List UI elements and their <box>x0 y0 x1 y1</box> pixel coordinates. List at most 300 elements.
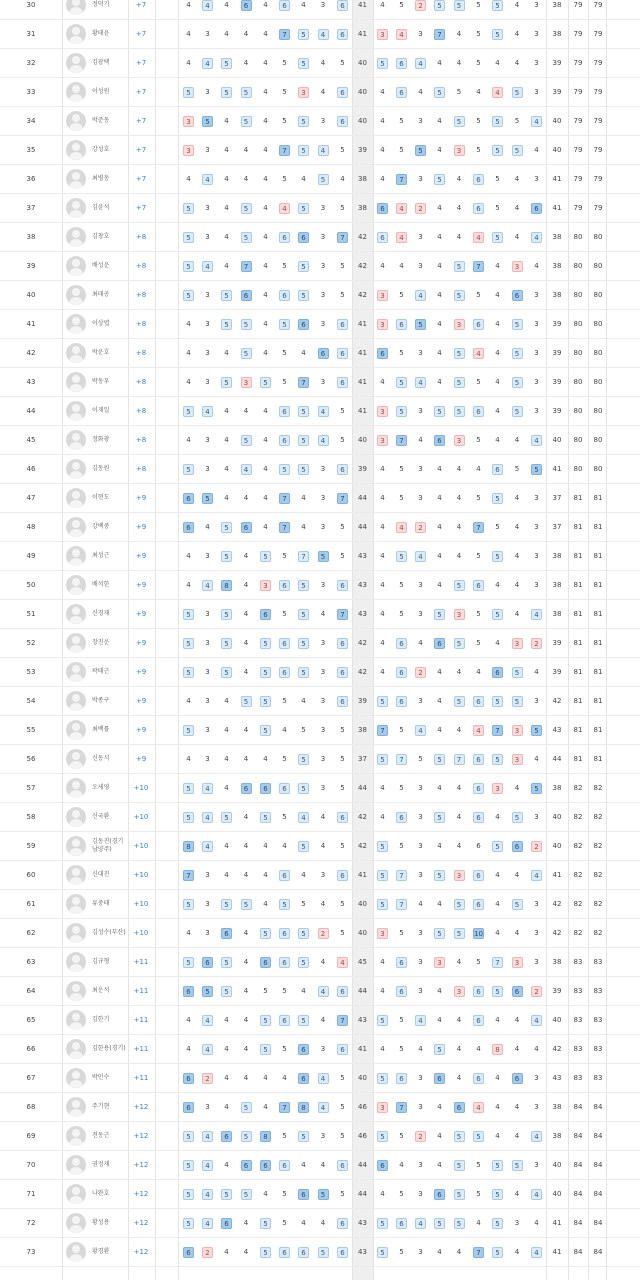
hole-score-badge: 6 <box>337 116 348 127</box>
hole-score-cell: 5 <box>340 842 345 850</box>
hole-score-cell <box>449 281 469 309</box>
avatar-icon <box>66 807 86 827</box>
hole-score-badge: 4 <box>202 1015 213 1026</box>
in-total-cell: 40 <box>552 1016 562 1024</box>
hole-score-badge: 5 <box>183 1218 194 1229</box>
hole-score-cell <box>373 1122 392 1150</box>
hole-score-badge: 5 <box>221 638 232 649</box>
player-name[interactable]: 곽태근 <box>92 668 110 675</box>
hole-score-cell: 4 <box>301 494 306 502</box>
hole-score-badge: 4 <box>202 1189 213 1200</box>
table-row[interactable] <box>0 513 640 542</box>
hole-score-cell <box>469 1064 488 1092</box>
final-score-cell: 84 <box>593 1248 603 1256</box>
table-row[interactable] <box>0 1035 640 1064</box>
table-row[interactable] <box>0 1151 640 1180</box>
player-name[interactable]: 권정재 <box>92 1161 110 1168</box>
in-total-cell: 42 <box>552 1045 562 1053</box>
hole-score-badge: 10 <box>474 929 483 938</box>
table-row[interactable] <box>0 107 640 136</box>
hole-score-cell: 4 <box>456 1016 462 1024</box>
hole-score-cell: 4 <box>243 494 249 502</box>
hole-score-badge: 6 <box>473 870 484 881</box>
out-total-cell: 41 <box>358 1 367 9</box>
hole-score-cell <box>198 1035 217 1063</box>
hole-score-badge: 5 <box>221 899 232 910</box>
total-strokes-cell: 81 <box>573 494 583 502</box>
total-strokes-cell: 79 <box>573 59 583 67</box>
player-name[interactable]: 박준동 <box>92 117 110 124</box>
hole-score-cell: 4 <box>495 378 500 386</box>
player-name[interactable]: 신대진 <box>92 871 110 878</box>
player-name[interactable]: 최성근 <box>92 552 110 559</box>
hole-score-badge: 6 <box>512 841 523 852</box>
table-row[interactable] <box>0 281 640 310</box>
hole-score-cell <box>179 948 198 976</box>
avatar-icon <box>66 198 86 218</box>
player-name[interactable]: 정화광 <box>92 436 110 443</box>
table-row[interactable] <box>0 1064 640 1093</box>
hole-score-badge: 5 <box>298 29 309 40</box>
avatar-icon <box>66 1242 86 1262</box>
avatar-icon <box>66 836 86 856</box>
hole-score-badge: 5 <box>531 464 542 475</box>
player-name[interactable]: 신국환 <box>92 813 110 820</box>
hole-score-cell: 3 <box>534 407 539 415</box>
hole-score-cell: 5 <box>340 1103 345 1111</box>
hole-score-badge: 5 <box>531 725 542 736</box>
hole-score-badge: 2 <box>415 0 426 11</box>
hole-score-cell: 4 <box>263 494 268 502</box>
player-name[interactable]: 김한용(경기) <box>92 1045 126 1052</box>
hole-score-badge: 5 <box>454 928 465 939</box>
hole-score-cell <box>256 658 275 686</box>
player-name[interactable]: 최운석 <box>92 987 110 994</box>
table-row[interactable] <box>0 194 640 223</box>
rank-cell: 72 <box>26 1219 36 1227</box>
hole-score-cell: 4 <box>514 494 520 502</box>
table-row[interactable] <box>0 426 640 455</box>
table-row[interactable] <box>0 1180 640 1209</box>
table-row[interactable] <box>0 252 640 281</box>
in-total-cell: 40 <box>552 1190 562 1198</box>
hole-score-cell: 4 <box>243 668 249 676</box>
table-row[interactable] <box>0 948 640 977</box>
table-row[interactable] <box>0 687 640 716</box>
rank-cell: 69 <box>26 1132 36 1140</box>
hole-score-cell: 4 <box>437 842 442 850</box>
hole-score-cell <box>430 0 449 19</box>
table-row[interactable] <box>0 890 640 919</box>
player-name[interactable]: 오세영 <box>92 784 110 791</box>
total-strokes-cell: 80 <box>573 378 583 386</box>
hole-score-badge: 4 <box>202 812 213 823</box>
hole-score-cell: 5 <box>399 349 404 357</box>
hole-score-cell <box>507 658 527 686</box>
hole-score-cell <box>469 165 488 193</box>
hole-score-cell: 5 <box>282 610 287 618</box>
hole-score-cell <box>294 658 313 686</box>
hole-score-cell <box>236 252 256 280</box>
hole-score-cell: 3 <box>320 262 326 270</box>
hole-score-badge: 3 <box>454 986 465 997</box>
player-name[interactable]: 최태공 <box>92 291 110 298</box>
hole-score-cell: 4 <box>437 523 442 531</box>
table-row[interactable] <box>0 774 640 803</box>
score-to-par: +10 <box>133 784 149 792</box>
hole-score-cell: 3 <box>205 465 210 473</box>
table-row[interactable] <box>0 803 640 832</box>
hole-score-cell: 4 <box>514 1 520 9</box>
hole-score-cell <box>236 513 256 541</box>
player-name[interactable]: 최병동 <box>92 175 110 182</box>
player-name[interactable]: 황경환 <box>92 1248 110 1255</box>
hole-score-cell <box>179 803 198 831</box>
hole-score-badge: 5 <box>454 290 465 301</box>
hole-score-cell: 4 <box>224 1 229 9</box>
hole-score-cell: 3 <box>418 871 423 879</box>
hole-score-cell <box>488 1035 507 1063</box>
table-row[interactable] <box>0 1238 640 1267</box>
table-row[interactable] <box>0 339 640 368</box>
score-to-par: +7 <box>135 88 147 96</box>
hole-score-cell: 5 <box>340 1132 345 1140</box>
out-total-cell: 39 <box>358 465 367 473</box>
player-name[interactable]: 김한기 <box>92 1016 110 1023</box>
table-row[interactable] <box>0 832 640 861</box>
table-row[interactable] <box>0 629 640 658</box>
table-row[interactable] <box>0 223 640 252</box>
hole-score-badge: 7 <box>396 870 407 881</box>
rank-cell: 60 <box>26 871 36 879</box>
player-name[interactable]: 이현도 <box>92 494 110 501</box>
player-name[interactable]: 정덕기 <box>92 1 110 8</box>
hole-score-cell: 4 <box>476 465 481 473</box>
hole-score-cell: 4 <box>418 639 423 647</box>
hole-score-cell <box>507 629 527 657</box>
avatar-icon <box>66 981 86 1001</box>
hole-score-cell <box>430 1035 449 1063</box>
final-score-cell: 84 <box>593 1161 603 1169</box>
hole-score-cell <box>430 1064 449 1092</box>
hole-score-cell <box>527 861 546 889</box>
total-strokes-cell: 81 <box>573 581 583 589</box>
avatar-icon <box>66 314 86 334</box>
player-name[interactable]: 박민수 <box>92 1074 110 1081</box>
in-total-cell: 38 <box>552 784 562 792</box>
hole-score-cell <box>217 919 236 947</box>
hole-score-cell <box>373 20 392 48</box>
hole-score-badge: 5 <box>221 667 232 678</box>
hole-score-badge: 5 <box>492 145 503 156</box>
in-total-cell: 43 <box>552 1074 562 1082</box>
hole-score-cell <box>313 977 333 1005</box>
player-name[interactable]: 김윤석 <box>92 204 110 211</box>
hole-score-cell: 3 <box>320 1045 326 1053</box>
hole-score-cell: 5 <box>301 726 306 734</box>
table-row[interactable] <box>0 397 640 426</box>
hole-score-cell <box>449 397 469 425</box>
total-strokes-cell: 80 <box>573 436 583 444</box>
hole-score-badge: 6 <box>241 1160 252 1171</box>
table-row[interactable] <box>0 20 640 49</box>
table-row[interactable] <box>0 1122 640 1151</box>
table-row[interactable] <box>0 977 640 1006</box>
hole-score-cell: 4 <box>301 697 306 705</box>
player-name[interactable]: 황태윤 <box>92 30 110 37</box>
hole-score-cell <box>275 861 294 889</box>
hole-score-badge: 6 <box>434 1073 445 1084</box>
final-score-cell: 80 <box>593 233 603 241</box>
hole-score-cell <box>179 1093 198 1121</box>
player-name[interactable]: 김동원 <box>92 465 110 472</box>
total-strokes-cell: 81 <box>573 726 583 734</box>
hole-score-badge: 6 <box>337 667 348 678</box>
hole-score-cell <box>507 1151 527 1179</box>
hole-score-cell: 4 <box>243 1045 249 1053</box>
table-row[interactable] <box>0 310 640 339</box>
score-to-par: +9 <box>135 581 147 589</box>
player-name[interactable]: 이상엽 <box>92 320 110 327</box>
hole-score-cell <box>275 571 294 599</box>
hole-score-cell <box>488 1209 507 1237</box>
hole-score-cell <box>217 1209 236 1237</box>
table-row[interactable] <box>0 1093 640 1122</box>
hole-score-cell <box>333 339 352 367</box>
avatar-icon <box>66 691 86 711</box>
player-name[interactable]: 배석한 <box>92 581 110 588</box>
final-score-cell: 81 <box>593 523 603 531</box>
hole-score-badge: 4 <box>202 1131 213 1142</box>
hole-score-badge: 5 <box>454 261 465 272</box>
player-name[interactable]: 김광택 <box>92 59 110 66</box>
hole-score-cell: 4 <box>340 175 345 183</box>
hole-score-badge: 5 <box>434 174 445 185</box>
hole-score-cell <box>256 571 275 599</box>
hole-score-cell: 4 <box>263 233 268 241</box>
hole-score-cell <box>411 281 430 309</box>
player-name[interactable]: 이성원 <box>92 88 110 95</box>
hole-score-cell: 4 <box>224 494 229 502</box>
table-row[interactable] <box>0 745 640 774</box>
player-name[interactable]: 장진운 <box>92 639 110 646</box>
hole-score-cell <box>179 716 198 744</box>
hole-score-badge: 6 <box>377 232 388 243</box>
hole-score-cell: 4 <box>263 465 268 473</box>
hole-score-cell: 4 <box>224 1016 229 1024</box>
out-total-cell: 41 <box>358 349 367 357</box>
hole-score-cell <box>236 1180 256 1208</box>
avatar-icon <box>66 401 86 421</box>
hole-score-badge: 6 <box>337 1218 348 1229</box>
rank-cell: 34 <box>26 117 36 125</box>
player-name[interactable]: 박운호 <box>92 349 110 356</box>
avatar-icon <box>66 140 86 160</box>
hole-score-cell <box>430 600 449 628</box>
hole-score-cell <box>179 658 198 686</box>
table-row[interactable] <box>0 136 640 165</box>
table-row[interactable] <box>0 1006 640 1035</box>
hole-score-cell: 4 <box>495 262 500 270</box>
hole-score-cell: 4 <box>380 784 385 792</box>
hole-score-cell: 3 <box>205 1103 210 1111</box>
player-name[interactable]: 박종구 <box>92 697 110 704</box>
table-row[interactable] <box>0 165 640 194</box>
hole-score-cell <box>294 107 313 135</box>
hole-score-cell <box>527 426 546 454</box>
total-strokes-cell: 82 <box>573 784 583 792</box>
player-name[interactable]: 신경재 <box>92 610 110 617</box>
player-name[interactable]: 주기현 <box>92 1103 110 1110</box>
hole-score-cell: 4 <box>224 784 229 792</box>
hole-score-badge: 6 <box>473 899 484 910</box>
hole-score-badge: 5 <box>454 348 465 359</box>
table-row[interactable] <box>0 484 640 513</box>
table-row[interactable] <box>0 919 640 948</box>
hole-score-cell: 4 <box>437 900 442 908</box>
table-row[interactable] <box>0 0 640 20</box>
player-name[interactable]: 김성수(부산) <box>92 929 126 936</box>
hole-score-cell: 5 <box>282 1132 287 1140</box>
hole-score-cell: 4 <box>495 639 500 647</box>
player-name[interactable]: 나완호 <box>92 1190 110 1197</box>
hole-score-cell <box>217 977 236 1005</box>
hole-score-cell: 4 <box>380 1190 385 1198</box>
hole-score-badge: 8 <box>260 1131 271 1142</box>
player-name[interactable]: 이재일 <box>92 407 110 414</box>
hole-score-cell: 3 <box>205 552 210 560</box>
hole-score-badge: 4 <box>318 1102 329 1113</box>
hole-score-cell: 5 <box>476 1 481 9</box>
player-name[interactable]: 최백률 <box>92 726 110 733</box>
hole-score-cell: 5 <box>476 146 481 154</box>
hole-score-cell: 4 <box>224 117 229 125</box>
hole-score-badge: 5 <box>454 1218 465 1229</box>
total-strokes-cell: 80 <box>573 349 583 357</box>
hole-score-cell <box>236 455 256 483</box>
hole-score-cell <box>217 513 236 541</box>
hole-score-cell: 4 <box>456 813 462 821</box>
avatar-icon <box>66 952 86 972</box>
hole-score-cell <box>198 571 217 599</box>
player-name[interactable]: 배성운 <box>92 262 110 269</box>
hole-score-cell: 4 <box>456 842 462 850</box>
hole-score-badge: 6 <box>473 812 484 823</box>
total-strokes-cell: 79 <box>573 88 583 96</box>
hole-score-badge: 4 <box>531 1189 542 1200</box>
hole-score-cell <box>469 339 488 367</box>
hole-score-cell <box>449 0 469 19</box>
rank-cell: 44 <box>26 407 36 415</box>
score-to-par: +12 <box>133 1161 149 1169</box>
hole-score-badge: 5 <box>377 58 388 69</box>
hole-score-badge: 7 <box>337 1015 348 1026</box>
hole-score-badge: 5 <box>241 348 252 359</box>
table-row[interactable] <box>0 455 640 484</box>
hole-score-cell: 4 <box>186 378 191 386</box>
hole-score-badge: 3 <box>454 870 465 881</box>
score-to-par: +9 <box>135 697 147 705</box>
hole-score-badge: 4 <box>318 986 329 997</box>
hole-score-badge: 6 <box>279 0 290 11</box>
hole-score-badge: 6 <box>298 1189 309 1200</box>
player-name[interactable]: 강백중 <box>92 523 110 530</box>
table-row[interactable] <box>0 600 640 629</box>
in-total-cell: 38 <box>552 262 562 270</box>
player-name[interactable]: 김동진(경기남양주) <box>92 838 124 853</box>
in-total-cell: 42 <box>552 900 562 908</box>
table-row[interactable] <box>0 49 640 78</box>
player-name[interactable]: 전동근 <box>92 1132 110 1139</box>
hole-score-cell: 3 <box>534 320 539 328</box>
table-row[interactable] <box>0 716 640 745</box>
hole-score-cell <box>179 600 198 628</box>
table-row[interactable] <box>0 658 640 687</box>
hole-score-cell: 4 <box>437 581 442 589</box>
avatar-icon <box>66 720 86 740</box>
hole-score-cell <box>411 716 430 744</box>
player-name[interactable]: 김창호 <box>92 233 110 240</box>
hole-score-cell: 5 <box>340 262 345 270</box>
hole-score-badge: 4 <box>415 725 426 736</box>
hole-score-cell <box>179 455 198 483</box>
hole-score-cell: 4 <box>263 204 268 212</box>
table-row[interactable] <box>0 571 640 600</box>
hole-score-cell: 4 <box>418 900 423 908</box>
hole-score-badge: 5 <box>298 783 309 794</box>
hole-score-cell: 4 <box>224 233 229 241</box>
table-row[interactable] <box>0 1209 640 1238</box>
player-name[interactable]: 황성용 <box>92 1219 110 1226</box>
hole-score-cell: 4 <box>224 349 229 357</box>
hole-score-cell: 3 <box>418 842 423 850</box>
hole-score-cell: 5 <box>399 1 404 9</box>
hole-score-badge: 4 <box>531 609 542 620</box>
in-total-cell: 40 <box>552 842 562 850</box>
player-name[interactable]: 강성호 <box>92 146 110 153</box>
player-name[interactable]: 박동우 <box>92 378 110 385</box>
hole-score-cell <box>333 1006 352 1034</box>
player-name[interactable]: 신동식 <box>92 755 110 762</box>
hole-score-badge: 5 <box>298 754 309 765</box>
hole-score-cell <box>256 1151 275 1179</box>
table-row[interactable] <box>0 78 640 107</box>
hole-score-badge: 6 <box>241 290 252 301</box>
hole-score-cell: 3 <box>205 320 210 328</box>
hole-score-badge: 3 <box>512 261 523 272</box>
table-row[interactable] <box>0 542 640 571</box>
player-name[interactable]: 김규형 <box>92 958 110 965</box>
score-to-par: +11 <box>133 1045 149 1053</box>
hole-score-badge: 6 <box>279 957 290 968</box>
hole-score-cell: 3 <box>320 204 326 212</box>
hole-score-badge: 5 <box>241 1131 252 1142</box>
player-name[interactable]: 류중태 <box>92 900 110 907</box>
hole-score-cell <box>179 223 198 251</box>
hole-score-badge: 6 <box>337 87 348 98</box>
hole-score-cell <box>256 542 275 570</box>
hole-score-badge: 5 <box>298 609 309 620</box>
table-row[interactable] <box>0 861 640 890</box>
hole-score-badge: 5 <box>492 1218 503 1229</box>
hole-score-cell: 4 <box>186 59 191 67</box>
hole-score-cell <box>294 600 313 628</box>
hole-score-badge: 2 <box>415 522 426 533</box>
table-row[interactable] <box>0 368 640 397</box>
hole-score-cell: 4 <box>263 900 268 908</box>
hole-score-cell <box>294 1093 313 1121</box>
hole-score-badge: 5 <box>260 1247 271 1258</box>
